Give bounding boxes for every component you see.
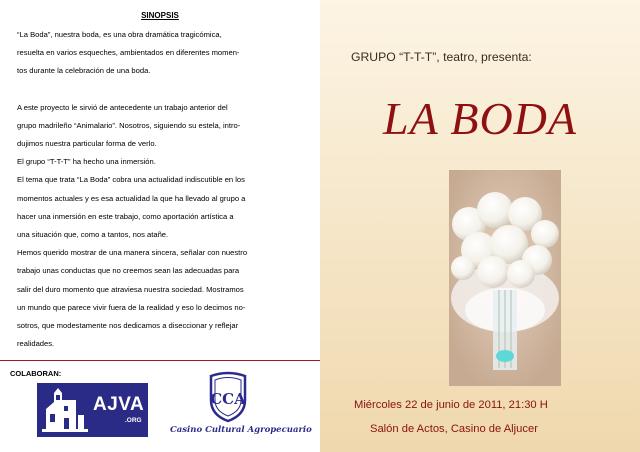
casino-emblem-icon xyxy=(207,371,249,423)
synopsis-line: un mundo que parece vivir fuera de la realidad y eso lo decimos no- xyxy=(17,302,246,312)
synopsis-line: grupo madrileño “Animalario”. Nosotros, siguiendo su estela, intro- xyxy=(17,120,241,130)
synopsis-text xyxy=(17,26,303,353)
ajva-domain: .ORG xyxy=(125,417,142,424)
synopsis-line: salir del duro momento que atraviesa nuestra sociedad. Mostramos xyxy=(17,284,244,294)
synopsis-line: una situación que, como a tantos, nos atañe. xyxy=(17,230,169,240)
synopsis-line: trabajo unas conductas que no creemos sean las adecuadas para xyxy=(17,266,240,276)
svg-text:CCA: CCA xyxy=(210,390,246,408)
section-divider xyxy=(0,360,320,361)
synopsis-heading: SINOPSIS xyxy=(141,11,179,20)
church-tower-icon xyxy=(40,385,90,435)
presenter-line: GRUPO “T-T-T”, teatro, presenta: xyxy=(351,50,532,64)
event-date-time: Miércoles 22 de junio de 2011, 21:30 H xyxy=(354,399,548,411)
synopsis-line: A este proyecto le sirvió de antecedente un trabajo anterior del xyxy=(17,102,228,112)
event-venue: Salón de Actos, Casino de Aljucer xyxy=(370,423,538,435)
synopsis-line: dujimos nuestra particular forma de verlo. xyxy=(17,139,157,149)
synopsis-line: El tema que trata “La Boda” cobra una actualidad indiscutible en los xyxy=(17,175,245,185)
ajva-logo xyxy=(37,383,148,437)
synopsis-line: sotros, que modestamente nos dedicamos a diseccionar y reflejar xyxy=(17,321,239,331)
synopsis-line: Hemos querido mostrar de una manera sincera, señalar con nuestro xyxy=(17,248,248,258)
synopsis-line: El grupo “T-T-T” ha hecho una inmersión. xyxy=(17,157,156,167)
synopsis-line: “La Boda”, nuestra boda, es una obra dramática tragicómica, xyxy=(17,30,222,39)
synopsis-line: hacer una inmersión en este trabajo, como aportación artística a xyxy=(17,211,234,221)
play-title: LA BODA xyxy=(383,93,577,144)
poster-cover xyxy=(320,0,640,452)
synopsis-line: tos durante la celebración de una boda. xyxy=(17,66,151,76)
synopsis-line: resuelta en varios esqueches, ambientados en diferentes momen- xyxy=(17,48,240,58)
synopsis-line: momentos actuales y es esa actualidad la que ha llevado al grupo a xyxy=(17,193,246,203)
ajva-wordmark: AJVA xyxy=(93,394,145,415)
bouquet-photo xyxy=(449,170,561,386)
casino-name: Casino Cultural Agropecuario xyxy=(170,425,312,435)
sponsors-label: COLABORAN: xyxy=(10,369,62,378)
synopsis-line: realidades. xyxy=(17,339,55,349)
